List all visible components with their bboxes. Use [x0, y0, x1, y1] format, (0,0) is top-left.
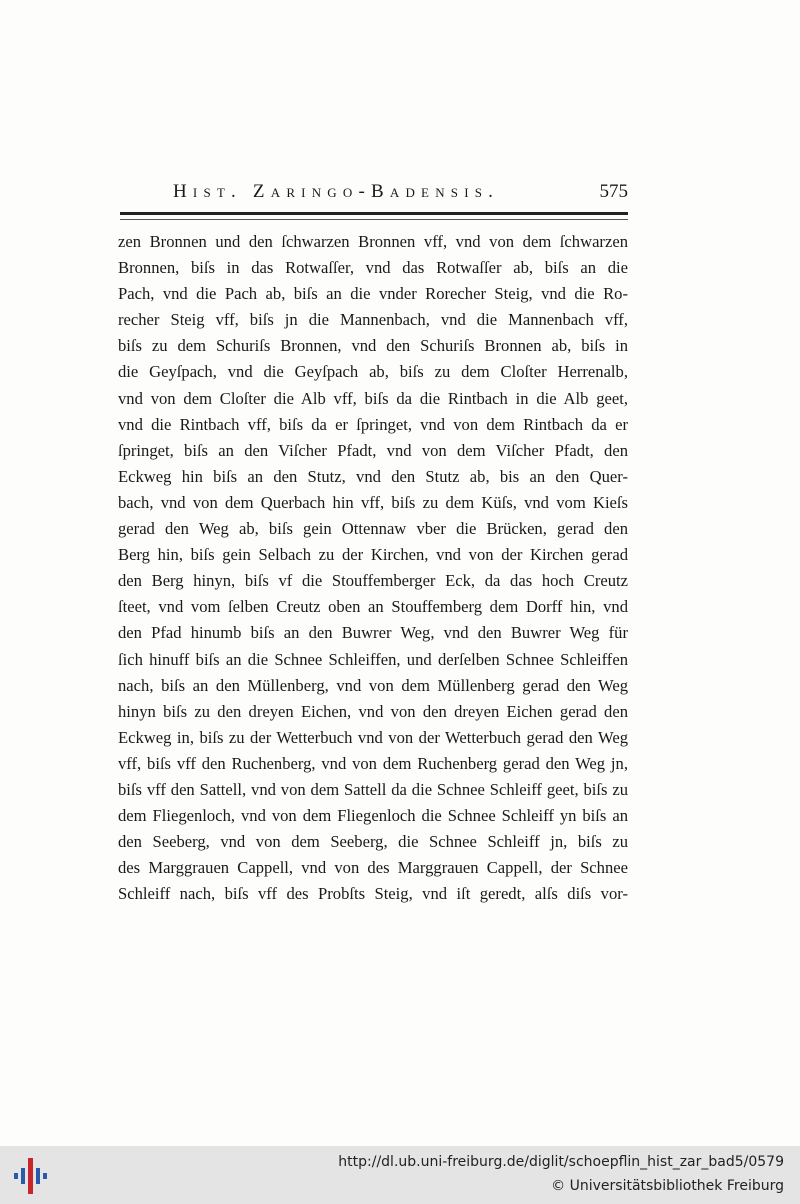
- text-line: Pach, vnd die Pach ab, biſs an die vnder Rorecher Steig, vnd die Ro-: [118, 284, 628, 304]
- page-number: 575: [599, 181, 628, 202]
- text-line: bach, vnd von dem Querbach hin vff, biſs zu dem Küſs, vnd vom Kieſs: [118, 492, 628, 512]
- text-line: den Berg hinyn, biſs vf die Stouffemberger Eck, da das hoch Creutz: [118, 571, 628, 591]
- text-line: recher Steig vff, biſs jn die Mannenbach, vnd die Mannenbach vff,: [118, 310, 628, 330]
- footer-bar: [0, 1146, 800, 1204]
- running-head: [118, 181, 628, 207]
- header-rule-thick: [120, 212, 628, 215]
- text-line: Bronnen, biſs in das Rotwaſſer, vnd das Rotwaſſer ab, biſs an die: [118, 258, 628, 278]
- text-line: des Marggrauen Cappell, vnd von des Marggrauen Cappell, der Schnee: [118, 858, 628, 878]
- source-url-link[interactable]: http://dl.ub.uni-freiburg.de/diglit/schoepflin_hist_zar_bad5/0579: [338, 1154, 784, 1170]
- text-line: biſs vff den Sattell, vnd von dem Sattell da die Schnee Schleiff geet, biſs zu: [118, 779, 628, 799]
- copyright-notice: © Universitätsbibliothek Freiburg: [551, 1178, 784, 1194]
- body-text: [118, 229, 628, 907]
- text-line: vnd von dem Cloſter die Alb vff, biſs da die Rintbach in die Alb geet,: [118, 388, 628, 408]
- text-line: Eckweg in, biſs zu der Wetterbuch vnd von der Wetterbuch gerad den Weg: [118, 727, 628, 747]
- text-line: vnd die Rintbach vff, biſs da er ſpringet, vnd von dem Rintbach da er: [118, 414, 628, 434]
- text-line: ſpringet, biſs an den Viſcher Pfadt, vnd von dem Viſcher Pfadt, den: [118, 440, 628, 460]
- library-logo-icon[interactable]: [12, 1156, 52, 1196]
- text-line: Berg hin, biſs gein Selbach zu der Kirchen, vnd von der Kirchen gerad: [118, 545, 628, 565]
- text-line: zen Bronnen und den ſchwarzen Bronnen vff, vnd von dem ſchwarzen: [118, 232, 628, 251]
- text-line: vff, biſs vff den Ruchenberg, vnd von dem Ruchenberg gerad den Weg jn,: [118, 753, 628, 773]
- text-line: hinyn biſs zu den dreyen Eichen, vnd von den dreyen Eichen gerad den: [118, 701, 628, 721]
- text-line: gerad den Weg ab, biſs gein Ottennaw vber die Brücken, gerad den: [118, 519, 628, 539]
- text-line: Eckweg hin biſs an den Stutz, vnd den Stutz ab, bis an den Quer-: [118, 466, 628, 486]
- text-line: biſs zu dem Schuriſs Bronnen, vnd den Schuriſs Bronnen ab, biſs in: [118, 336, 628, 356]
- text-line: nach, biſs an den Müllenberg, vnd von dem Müllenberg gerad den Weg: [118, 675, 628, 695]
- text-line: ſteet, vnd vom ſelben Creutz oben an Stouffemberg dem Dorff hin, vnd: [118, 597, 628, 617]
- text-line: den Seeberg, vnd von dem Seeberg, die Schnee Schleiff jn, biſs zu: [118, 832, 628, 852]
- text-line: dem Fliegenloch, vnd von dem Fliegenloch die Schnee Schleiff yn biſs an: [118, 806, 628, 826]
- header-rule-thin: [120, 219, 628, 220]
- running-title: Hist. Zaringo-Badensis.: [173, 181, 500, 202]
- text-line: die Geyſpach, vnd die Geyſpach ab, biſs zu dem Cloſter Herrenalb,: [118, 362, 628, 382]
- text-line: Schleiff nach, biſs vff des Probſts Steig, vnd iſt geredt, alſs diſs vor-: [118, 884, 628, 904]
- text-line: ſich hinuff biſs an die Schnee Schleiffen, und derſelben Schnee Schleiffen: [118, 649, 628, 669]
- text-line: den Pfad hinumb biſs an den Buwrer Weg, vnd den Buwrer Weg für: [118, 623, 628, 643]
